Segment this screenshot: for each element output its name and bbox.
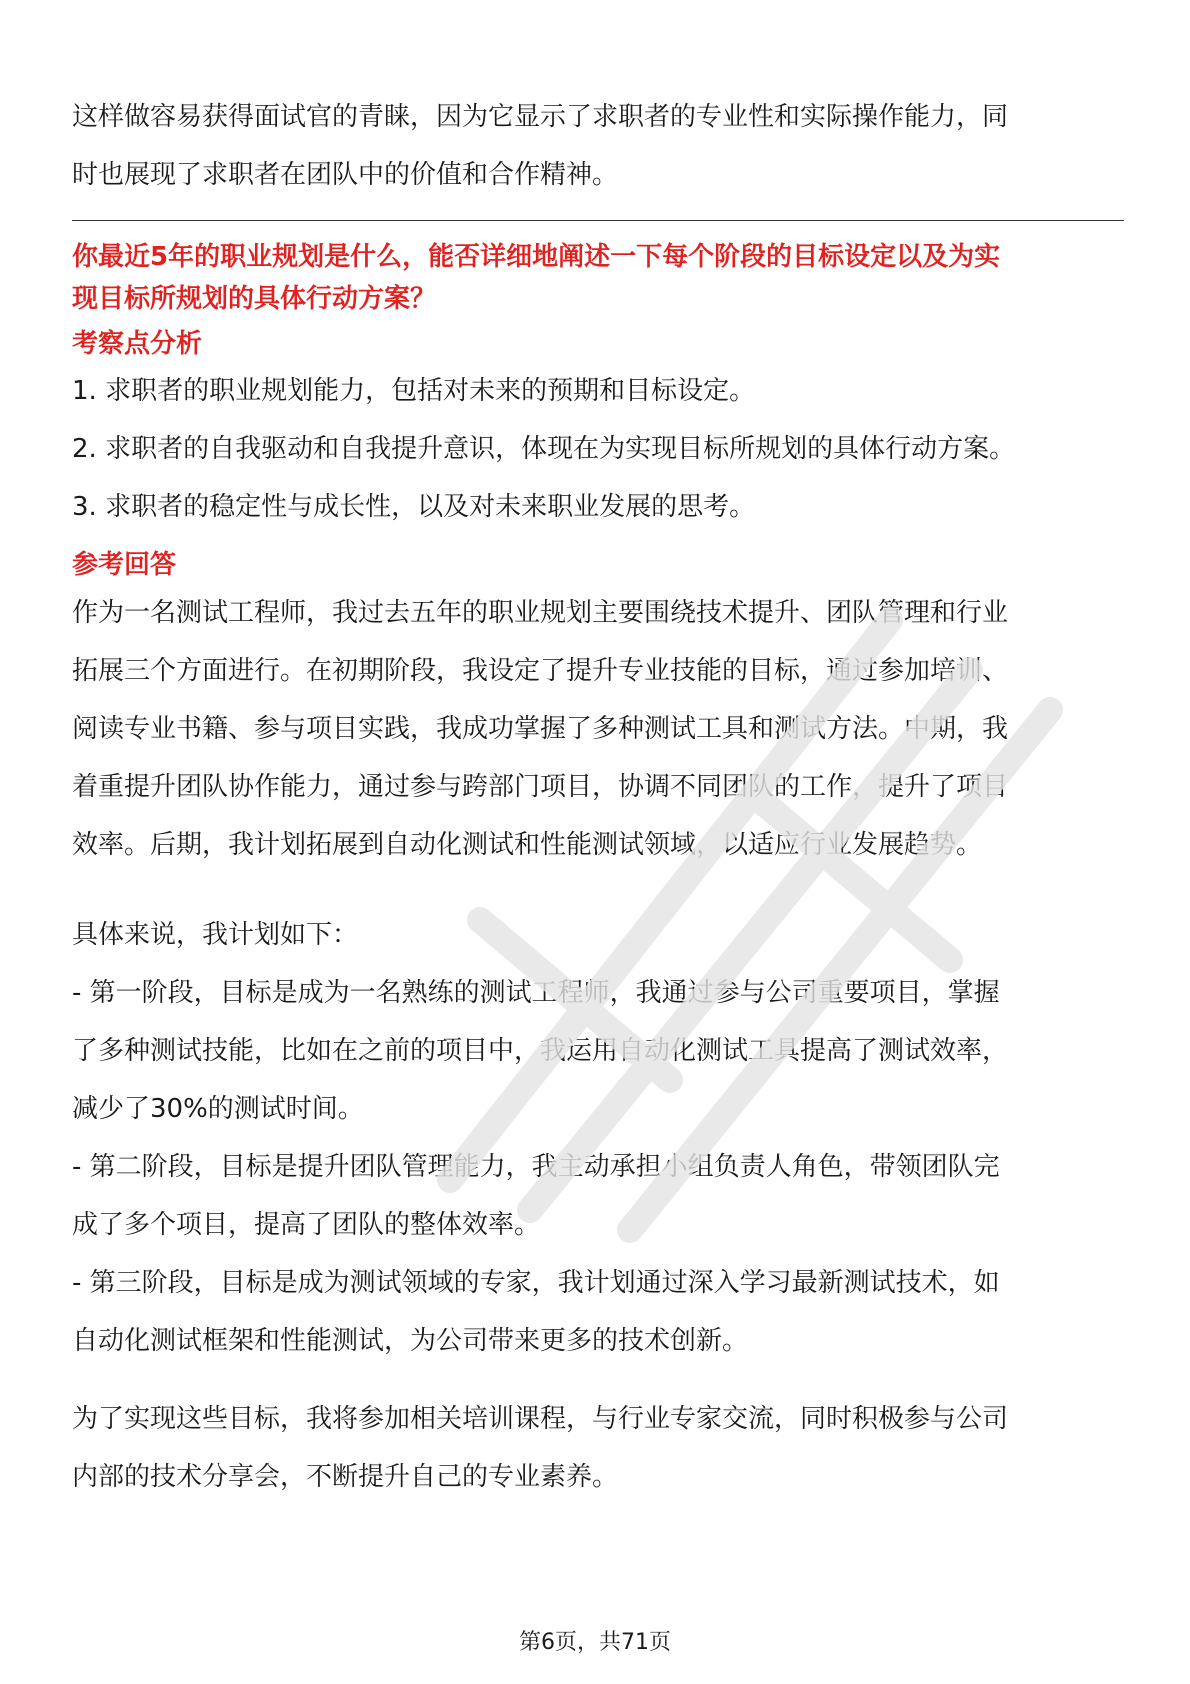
answer-line: 减少了30%的测试时间。 [72,1094,364,1124]
answer-line: 成了多个项目，提高了团队的整体效率。 [72,1210,541,1240]
page-number: 第6页，共71页 [519,1630,671,1655]
answer-paragraph-3 [72,1390,1122,1506]
intro-paragraph [72,88,1122,204]
answer-line: 具体来说，我计划如下： [72,920,359,950]
answer-paragraph-1 [72,584,1122,874]
intro-line-2: 时也展现了求职者在团队中的价值和合作精神。 [72,160,619,190]
answer-line: 了多种测试技能，比如在之前的项目中，我运用自动化测试工具提高了测试效率， [72,1036,1009,1066]
question-line-1: 你最近5年的职业规划是什么，能否详细地阐述一下每个阶段的目标设定以及为实 [72,242,1001,272]
section-divider [72,220,1124,221]
answer-line: 作为一名测试工程师，我过去五年的职业规划主要围绕技术提升、团队管理和行业 [72,598,1009,628]
answer-line: 效率。后期，我计划拓展到自动化测试和性能测试领域，以适应行业发展趋势。 [72,830,983,860]
question-heading [72,236,1122,320]
intro-line-1: 这样做容易获得面试官的青睐，因为它显示了求职者的专业性和实际操作能力，同 [72,102,1009,132]
answer-line: - 第一阶段，目标是成为一名熟练的测试工程师，我通过参与公司重要项目，掌握 [72,978,1000,1008]
answer-line: 内部的技术分享会，不断提升自己的专业素养。 [72,1462,619,1492]
analysis-item: 2. 求职者的自我驱动和自我提升意识，体现在为实现目标所规划的具体行动方案。 [72,434,1016,464]
answer-line: 自动化测试框架和性能测试，为公司带来更多的技术创新。 [72,1326,749,1356]
answer-line: 拓展三个方面进行。在初期阶段，我设定了提升专业技能的目标，通过参加培训、 [72,656,1009,686]
analysis-item: 3. 求职者的稳定性与成长性，以及对未来职业发展的思考。 [72,492,756,522]
answer-line: - 第三阶段，目标是成为测试领域的专家，我计划通过深入学习最新测试技术，如 [72,1268,1000,1298]
analysis-item: 1. 求职者的职业规划能力，包括对未来的预期和目标设定。 [72,376,756,406]
answer-line: 为了实现这些目标，我将参加相关培训课程，与行业专家交流，同时积极参与公司 [72,1404,1009,1434]
answer-line: 着重提升团队协作能力，通过参与跨部门项目，协调不同团队的工作，提升了项目 [72,772,1009,802]
analysis-list [72,362,1122,536]
question-line-2: 现目标所规划的具体行动方案？ [72,284,437,314]
answer-line: - 第二阶段，目标是提升团队管理能力，我主动承担小组负责人角色，带领团队完 [72,1152,1000,1182]
answer-title: 参考回答 [72,550,177,580]
answer-line: 阅读专业书籍、参与项目实践，我成功掌握了多种测试工具和测试方法。中期，我 [72,714,1009,744]
analysis-title: 考察点分析 [72,329,203,359]
answer-paragraph-2 [72,906,1122,1370]
